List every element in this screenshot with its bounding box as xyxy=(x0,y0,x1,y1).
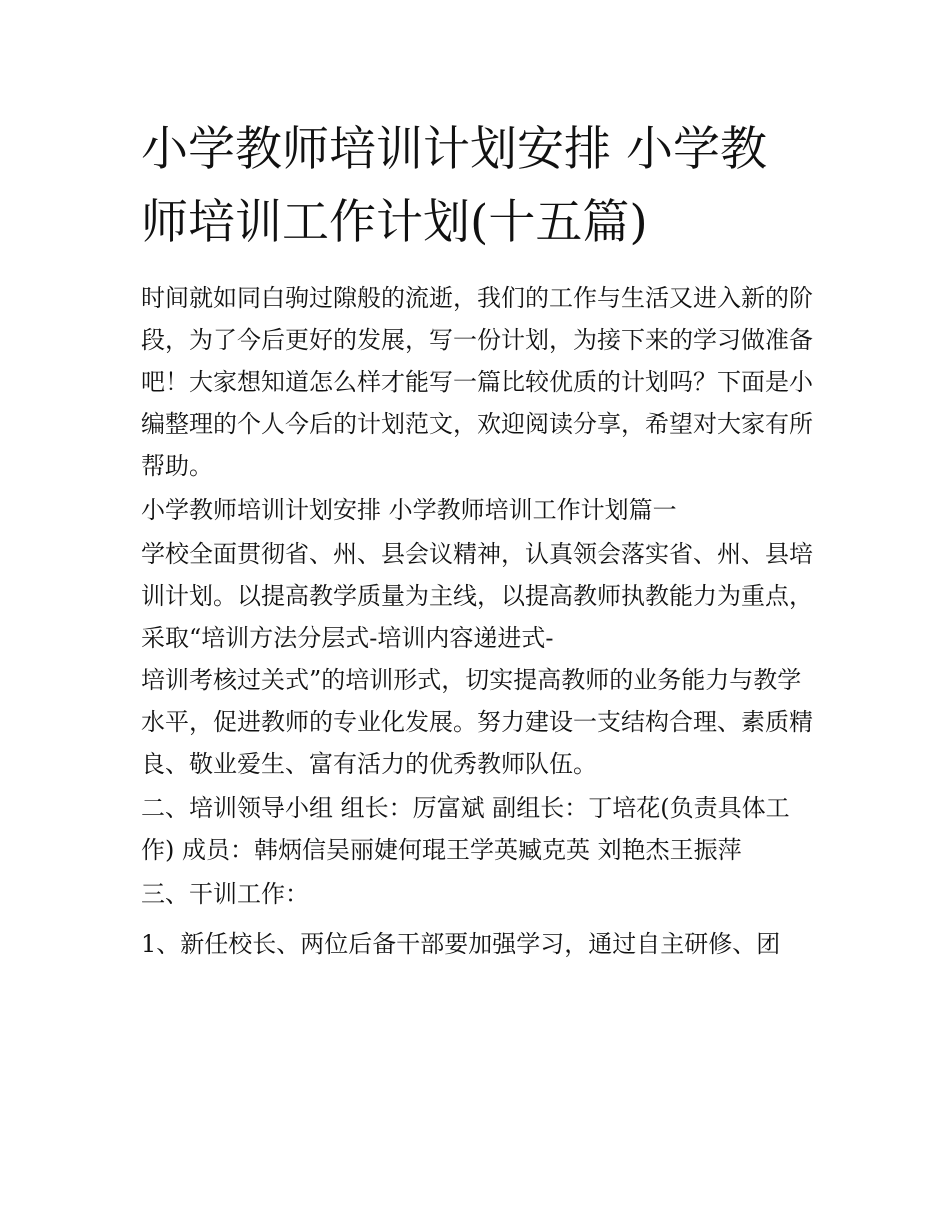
document-title: 小学教师培训计划安排 小学教师培训工作计划(十五篇) xyxy=(141,122,767,250)
paragraph-2: 培训考核过关式”的培训形式，切实提高教师的业务能力与教学水平，促进教师的专业化发展。努力建设一支结构合理、素质精良、敬业爱生、富有活力的优秀教师队伍。 xyxy=(141,666,813,778)
section-heading: 小学教师培训计划安排 小学教师培训工作计划篇一 xyxy=(141,496,677,524)
document-body xyxy=(141,277,813,965)
paragraph-3: 二、培训领导小组 组长：厉富斌 副组长：丁培花(负责具体工作) 成员：韩炳信吴丽婕何琨王学英臧克英 刘艳杰王振萍 xyxy=(141,794,790,864)
paragraph-5: 1、新任校长、两位后备干部要加强学习，通过自主研修、团 xyxy=(141,930,781,958)
paragraph-1: 学校全面贯彻省、州、县会议精神，认真领会落实省、州、县培训计划。以提高教学质量为主线，以提高教师执教能力为重点，采取“培训方法分层式-培训内容递进式- xyxy=(141,540,813,652)
paragraph-4: 三、干训工作： xyxy=(141,880,309,908)
intro-paragraph: 时间就如同白驹过隙般的流逝，我们的工作与生活又进入新的阶段，为了今后更好的发展，写一份计划，为接下来的学习做准备吧！大家想知道怎么样才能写一篇比较优质的计划吗？下面是小编整理的个人今后的计划范文，欢迎阅读分享，希望对大家有所帮助。 xyxy=(141,284,813,480)
document-content xyxy=(141,113,813,965)
